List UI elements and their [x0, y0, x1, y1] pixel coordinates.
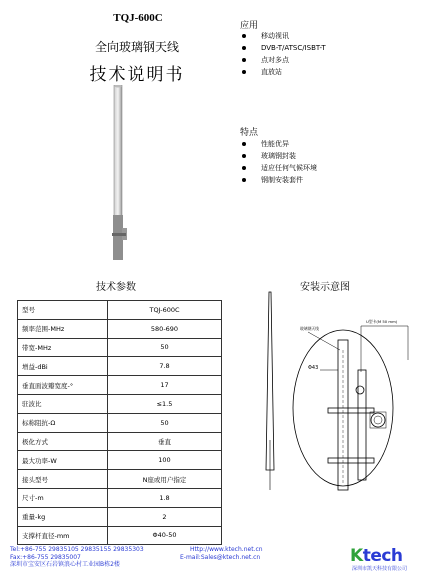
table-row: [18, 376, 222, 395]
spec-table-title: 技术参数: [96, 282, 136, 293]
table-row: [18, 319, 222, 338]
footer-address: 深圳市宝安区石岩镇浪心村工业园B栋2楼: [10, 561, 120, 568]
spec-label: 重量-kg: [18, 507, 108, 526]
list-item: 直放站: [238, 66, 326, 78]
model-number: TQJ-600C: [113, 12, 163, 24]
diagram-label-antenna: 玻璃钢天线: [300, 326, 319, 331]
diagram-label-diameter: Φ43: [308, 365, 319, 371]
antenna-illustration: [100, 85, 140, 265]
spec-value: TQJ-600C: [108, 301, 222, 320]
spec-label: 尺寸-m: [18, 488, 108, 507]
table-row: [18, 432, 222, 451]
spec-value: N座或用户指定: [108, 470, 222, 489]
features-title: 特点: [240, 128, 259, 138]
footer-fax: Fax:+86-755 29835007: [10, 553, 81, 561]
table-row: [18, 394, 222, 413]
document-heading: 技术说明书: [89, 65, 185, 85]
spec-value: 50: [108, 338, 222, 357]
list-item: 性能优异: [238, 138, 317, 150]
footer-web: [180, 546, 263, 561]
footer-http[interactable]: Http://www.ktech.net.cn: [190, 546, 263, 553]
spec-value: 7.8: [108, 357, 222, 376]
spec-value: 580-690: [108, 319, 222, 338]
table-row: [18, 507, 222, 526]
list-item: DVB-T/ATSC/ISBT-T: [238, 42, 326, 54]
logo-company-name: 深圳市凯天科技有限公司: [352, 566, 408, 572]
spec-label: 型号: [18, 301, 108, 320]
spec-value: ≤1.5: [108, 394, 222, 413]
footer-email[interactable]: E-mail:Sales@ktech.net.cn: [180, 553, 261, 561]
spec-value: 17: [108, 376, 222, 395]
spec-value: Φ40-50: [108, 526, 222, 545]
spec-label: 极化方式: [18, 432, 108, 451]
diagram-label-clamp: U型卡(M 50 mm): [366, 319, 398, 324]
spec-label: 标称阻抗-Ω: [18, 413, 108, 432]
list-item: 适应任何气候环境: [238, 162, 317, 174]
applications-title: 应用: [240, 21, 259, 31]
table-row: [18, 488, 222, 507]
spec-label: 最大功率-W: [18, 451, 108, 470]
table-row: [18, 451, 222, 470]
spec-label: 接头型号: [18, 470, 108, 489]
spec-value: 2: [108, 507, 222, 526]
list-item: 点对多点: [238, 54, 326, 66]
spec-value: 50: [108, 413, 222, 432]
table-row: [18, 526, 222, 545]
table-row: [18, 357, 222, 376]
table-row: [18, 413, 222, 432]
footer-tel: Tel:+86-755 29835105 29835155 29835303: [10, 546, 144, 553]
table-row: [18, 301, 222, 320]
spec-value: 100: [108, 451, 222, 470]
product-subtitle: 全向玻璃钢天线: [94, 40, 179, 54]
list-item: 玻璃钢封装: [238, 150, 317, 162]
spec-value: 垂直: [108, 432, 222, 451]
ktech-logo: Ktech: [350, 546, 403, 566]
footer-contact: [10, 546, 144, 569]
spec-value: 1.8: [108, 488, 222, 507]
applications-list: [238, 30, 326, 78]
spec-label: 频率范围-MHz: [18, 319, 108, 338]
spec-label: 支撑杆直径-mm: [18, 526, 108, 545]
spec-label: 增益-dBi: [18, 357, 108, 376]
spec-table: [17, 300, 222, 545]
table-row: [18, 470, 222, 489]
installation-diagram: [248, 290, 438, 505]
list-item: 钢制安装套件: [238, 174, 317, 186]
spec-label: 带宽-MHz: [18, 338, 108, 357]
spec-label: 垂直面波瓣宽度-°: [18, 376, 108, 395]
table-row: [18, 338, 222, 357]
list-item: 移动视讯: [238, 30, 326, 42]
install-diagram-title: 安装示意图: [300, 282, 350, 293]
features-list: [238, 138, 317, 186]
spec-label: 驻波比: [18, 394, 108, 413]
